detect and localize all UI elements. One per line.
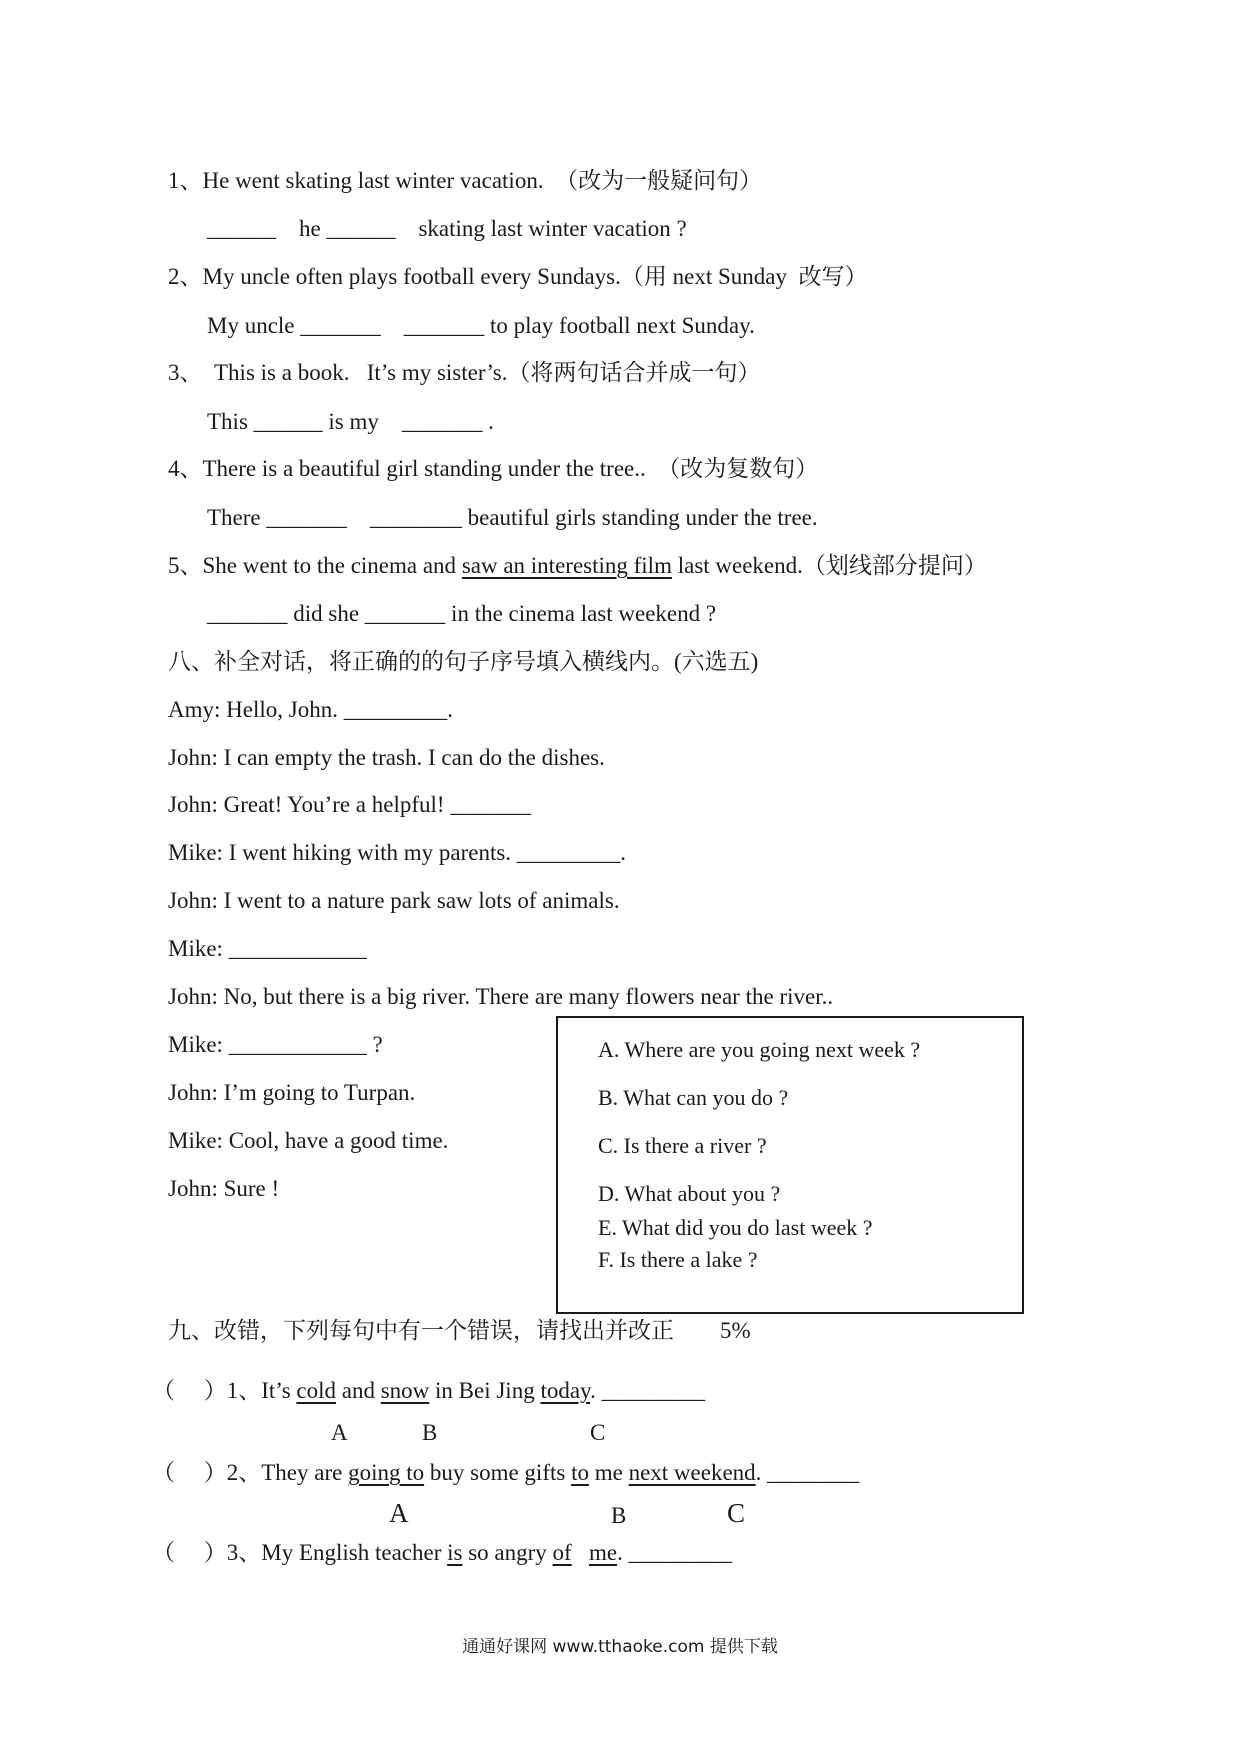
dialogue-line: Mike: ____________ ?	[168, 1032, 383, 1057]
q3-answer: This ______ is my _______ .	[207, 409, 494, 434]
q-num: 1、It’s	[226, 1378, 297, 1403]
error-q2	[152, 1458, 859, 1488]
q-tail: . _________	[590, 1378, 706, 1403]
letter-b: B	[611, 1503, 627, 1528]
q5-underlined: saw an interesting film	[461, 553, 672, 578]
section9-title: 九、改错，下列每句中有一个错误，请找出并改正 5%	[168, 1318, 751, 1343]
q4-answer: There _______ ________ beautiful girls standing under the tree.	[207, 505, 818, 530]
option-a: A. Where are you going next week ?	[598, 1037, 921, 1062]
q-tail: . ________	[755, 1460, 860, 1485]
option-a-text: cold	[296, 1378, 336, 1403]
option-c-text: me	[588, 1540, 618, 1565]
q5-post: last weekend.（划线部分提问）	[671, 553, 987, 578]
option-c: C. Is there a river ?	[598, 1133, 767, 1158]
dialogue-line: Mike: Cool, have a good time.	[168, 1128, 449, 1153]
letter-c: C	[590, 1420, 606, 1445]
dialogue-line: John: I can empty the trash. I can do the dishes.	[168, 745, 605, 770]
option-d: D. What about you ?	[598, 1181, 781, 1206]
q4-text: 4、There is a beautiful girl standing under the tree.. （改为复数句）	[168, 456, 819, 481]
dialogue-line: John: I went to a nature park saw lots of animals.	[168, 888, 620, 913]
letter-b: B	[422, 1420, 438, 1445]
section8-title: 八、补全对话，将正确的的句子序号填入横线内。(六选五)	[168, 649, 759, 674]
q-tail: . _________	[617, 1540, 733, 1565]
q2-answer: My uncle _______ _______ to play football next Sunday.	[207, 313, 755, 338]
option-f: F. Is there a lake ?	[598, 1247, 758, 1272]
dialogue-line: Mike: I went hiking with my parents. _________.	[168, 840, 627, 865]
options-box	[556, 1016, 1024, 1314]
dialogue-line: John: I’m going to Turpan.	[168, 1080, 416, 1105]
q5-pre: 5、She went to the cinema and	[168, 553, 462, 578]
error-q3	[152, 1538, 732, 1568]
q1-answer: ______ he ______ skating last winter vacation ?	[207, 216, 687, 241]
dialogue-line: John: Sure !	[168, 1176, 280, 1201]
option-a-text: is	[447, 1540, 463, 1565]
option-b: B. What can you do ?	[598, 1085, 789, 1110]
footer-text: 通通好课网 www.tthaoke.com 提供下载	[462, 1637, 778, 1657]
option-b-text: snow	[380, 1378, 430, 1403]
answer-paren: （ ）	[152, 1378, 227, 1403]
dialogue-line: Amy: Hello, John. _________.	[168, 697, 453, 722]
answer-paren: （ ）	[152, 1540, 227, 1565]
option-b-text: to	[571, 1460, 589, 1485]
q-mid: me	[588, 1460, 629, 1485]
letter-a: A	[331, 1420, 348, 1445]
option-a-text: going to	[348, 1460, 425, 1485]
q1-text: 1、He went skating last winter vacation. （改为一般疑问句）	[168, 168, 763, 193]
q-mid	[572, 1540, 589, 1565]
option-c-text: today	[540, 1378, 591, 1403]
q-mid: buy some gifts	[424, 1460, 572, 1485]
option-e: E. What did you do last week ?	[598, 1215, 873, 1240]
q3-text: 3、 This is a book. It’s my sister’s.（将两句话合并成一句）	[168, 360, 761, 385]
option-c-text: next weekend	[628, 1460, 756, 1485]
q-num: 2、They are	[226, 1460, 349, 1485]
q-num: 3、My English teacher	[226, 1540, 448, 1565]
letter-c: C	[727, 1498, 746, 1528]
q5-answer: _______ did she _______ in the cinema last weekend ?	[207, 601, 717, 626]
q-mid: in Bei Jing	[429, 1378, 541, 1403]
q-mid: and	[336, 1378, 381, 1403]
q2-text: 2、My uncle often plays football every Sundays.（用 next Sunday 改写）	[168, 264, 868, 289]
letter-a: A	[389, 1498, 409, 1528]
error-q1	[152, 1376, 705, 1406]
q5-text	[168, 551, 987, 581]
dialogue-line: John: Great! You’re a helpful! _______	[168, 792, 531, 817]
dialogue-line: John: No, but there is a big river. There are many flowers near the river..	[168, 984, 834, 1009]
option-b-text: of	[552, 1540, 572, 1565]
q-mid: so angry	[462, 1540, 553, 1565]
answer-paren: （ ）	[152, 1460, 227, 1485]
dialogue-line: Mike: ____________	[168, 936, 367, 961]
